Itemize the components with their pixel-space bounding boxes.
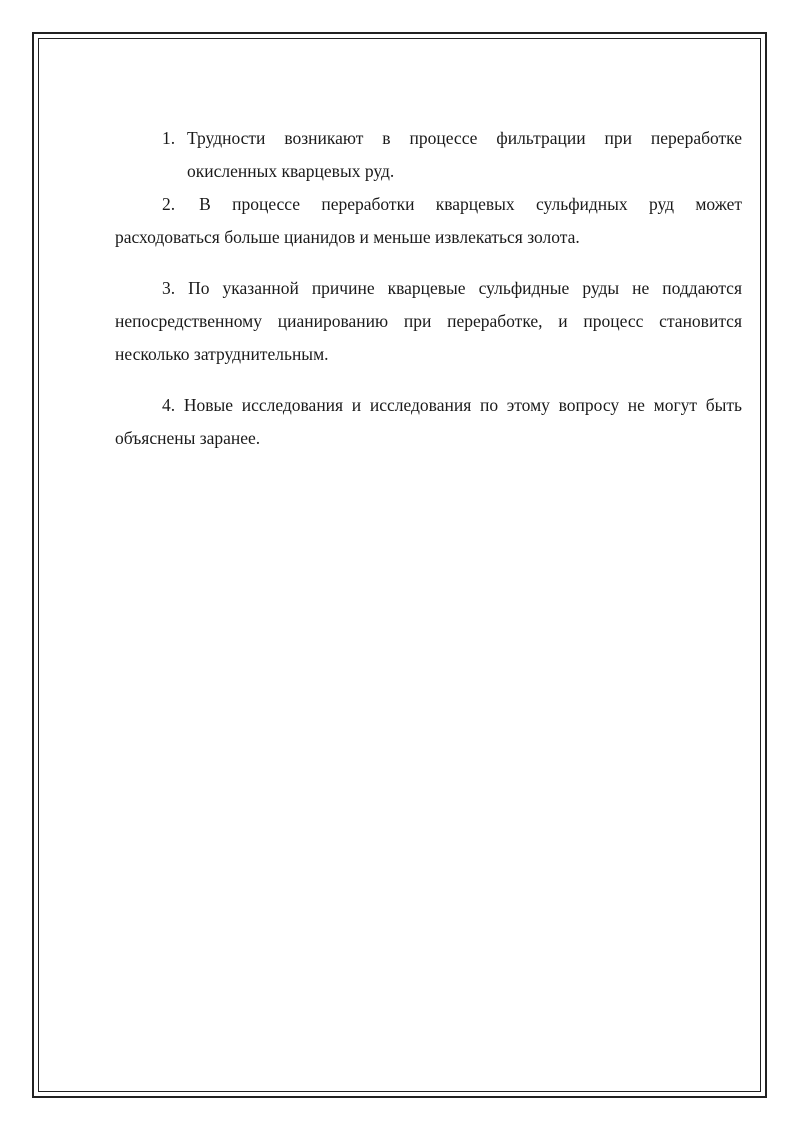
item-number: 1. <box>162 128 176 148</box>
item-text: В процессе переработки кварцевых сульфидных руд может расходоваться больше цианидов и меньше извлекаться золота. <box>115 194 742 247</box>
list-item-1 <box>115 122 742 188</box>
item-number: 3. <box>162 278 176 298</box>
list-item-4 <box>115 389 742 455</box>
item-text: Трудности возникают в процессе фильтрации при переработке окисленных кварцевых руд. <box>187 128 742 181</box>
item-text: По указанной причине кварцевые сульфидные руды не поддаются непосредственному цианированию при переработке, и процесс становится несколько затруднительным. <box>115 278 743 364</box>
item-number: 4. <box>162 395 176 415</box>
list-item-2 <box>115 188 742 254</box>
item-text: Новые исследования и исследования по этому вопросу не могут быть объяснены заранее. <box>115 395 743 448</box>
list-item-3 <box>115 272 742 371</box>
document-body <box>115 122 742 455</box>
item-number: 2. <box>162 194 176 214</box>
